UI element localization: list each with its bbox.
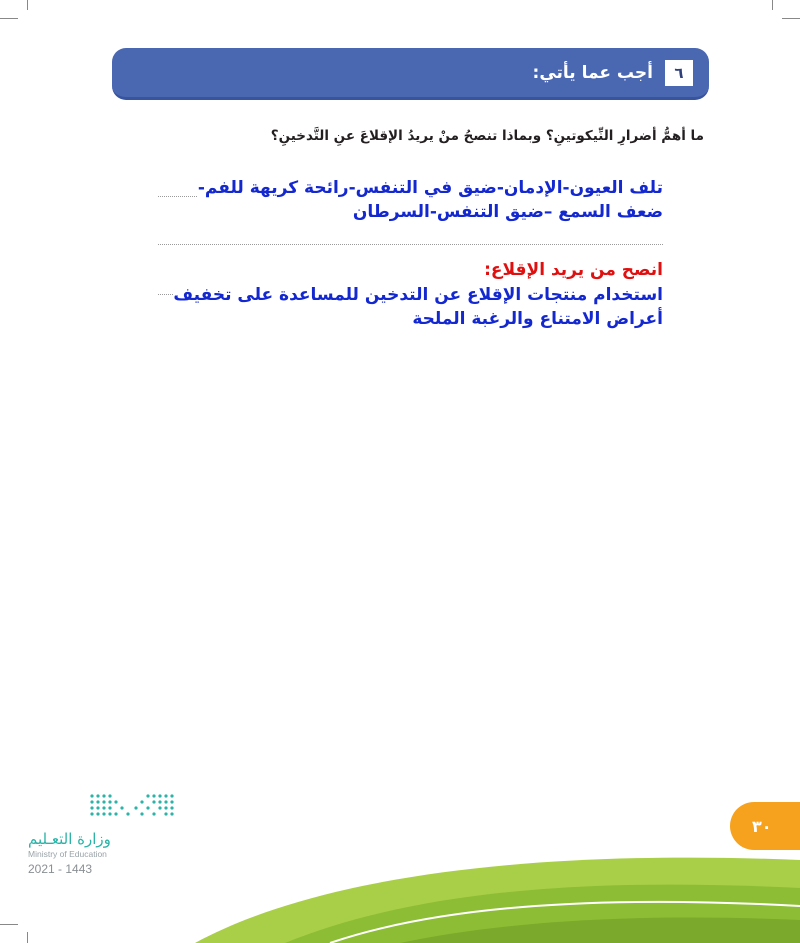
- crop-mark: [27, 0, 28, 10]
- answer-harms-line-2: ضعف السمع –ضيق التنفس-السرطان: [352, 202, 663, 222]
- exercise-header: [112, 48, 709, 100]
- logo-year: 2021 - 1443: [28, 862, 93, 876]
- answer-line: [158, 244, 663, 245]
- logo-arabic-text: وزارة التعـليم: [28, 830, 111, 848]
- answer-advice-line-2: أعراض الامتناع والرغبة الملحة: [412, 309, 663, 329]
- exercise-title: أجب عما يأتي:: [532, 62, 653, 83]
- logo-dots-icon: [18, 790, 188, 826]
- answer-advice-line-1: استخدام منتجات الإقلاع عن التدخين للمساعدة على تخفيف: [173, 285, 663, 305]
- crop-mark: [772, 0, 773, 10]
- question-text: ما أهمُّ أضرارِ النِّيكوتينِ؟ وبماذا تنصحُ منْ يريدُ الإقلاعَ عنِ التَّدخينِ؟: [270, 128, 704, 144]
- crop-mark: [0, 18, 18, 19]
- advice-heading: انصح من يريد الإقلاع:: [484, 260, 663, 280]
- green-swoosh-decoration: [0, 840, 800, 943]
- crop-mark: [782, 18, 800, 19]
- logo-english-text: Ministry of Education: [28, 849, 107, 859]
- answer-harms-line-1: تلف العيون-الإدمان-ضيق في التنفس-رائحة كريهة للفم-: [197, 178, 663, 198]
- page-number: ٣٠: [752, 816, 772, 836]
- exercise-number: ٦: [665, 60, 693, 86]
